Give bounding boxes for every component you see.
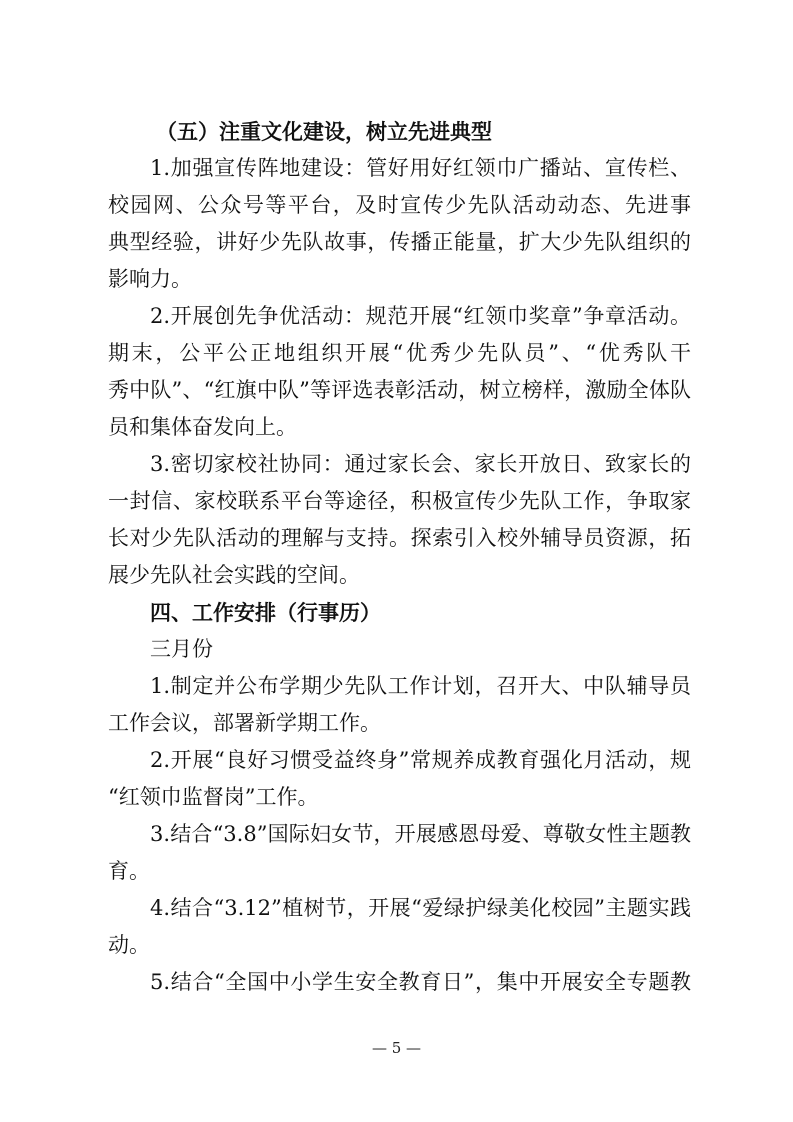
paragraph-line: 展少先队社会实践的空间。	[108, 563, 360, 587]
paragraph-line: 典型经验，讲好少先队故事，传播正能量，扩大少先队组织的	[108, 230, 691, 254]
list-item-arbor-day	[108, 890, 691, 964]
paragraph-line: 育。	[108, 859, 150, 883]
paragraph-line: “红领巾监督岗”工作。	[108, 785, 319, 809]
paragraph-line: 3.结合“3.8”国际妇女节，开展感恩母爱、尊敬女性主题教	[150, 822, 691, 846]
paragraph-line: 2.开展“良好习惯受益终身”常规养成教育强化月活动，规	[150, 748, 691, 772]
page-content	[108, 113, 691, 1001]
paragraph-line: 长对少先队活动的理解与支持。探索引入校外辅导员资源，拓	[108, 526, 691, 550]
paragraph-line: 2.开展创先争优活动：规范开展“红领巾奖章”争章活动。	[150, 304, 691, 328]
paragraph-line: 一封信、家校联系平台等途径，积极宣传少先队工作，争取家	[108, 489, 691, 513]
list-item-work-plan	[108, 668, 691, 742]
paragraph-line: 工作会议，部署新学期工作。	[108, 711, 381, 735]
paragraph-excellence	[108, 298, 691, 446]
paragraph-line: 校园网、公众号等平台，及时宣传少先队活动动态、先进事	[108, 193, 691, 217]
list-item-safety	[108, 964, 691, 1001]
list-item-habits	[108, 742, 691, 816]
month-label: 三月份	[150, 637, 213, 661]
paragraph-line: 秀中队”、“红旗中队”等评选表彰活动，树立榜样，激励全体队	[108, 378, 691, 402]
paragraph-line: 1.制定并公布学期少先队工作计划，召开大、中队辅导员	[150, 674, 691, 698]
paragraph-line: 员和集体奋发向上。	[108, 415, 297, 439]
paragraph-line: 1.加强宣传阵地建设：管好用好红领巾广播站、宣传栏、	[150, 156, 691, 180]
paragraph-publicity	[108, 150, 691, 298]
paragraph-line: 5.结合“全国中小学生安全教育日”，集中开展安全专题教	[150, 970, 691, 994]
list-item-womens-day	[108, 816, 691, 890]
section-five-heading: （五）注重文化建设，树立先进典型	[156, 119, 492, 144]
section-four-heading: 四、工作安排（行事历）	[150, 600, 381, 625]
paragraph-line: 期末，公平公正地组织开展“优秀少先队员”、“优秀队干	[108, 341, 691, 365]
paragraph-line: 4.结合“3.12”植树节，开展“爱绿护绿美化校园”主题实践	[150, 896, 691, 920]
paragraph-home-school	[108, 446, 691, 594]
paragraph-line: 影响力。	[108, 267, 192, 291]
paragraph-line: 3.密切家校社协同：通过家长会、家长开放日、致家长的	[150, 452, 691, 476]
paragraph-line: 动。	[108, 933, 150, 957]
page-number: — 5 —	[371, 1039, 422, 1057]
